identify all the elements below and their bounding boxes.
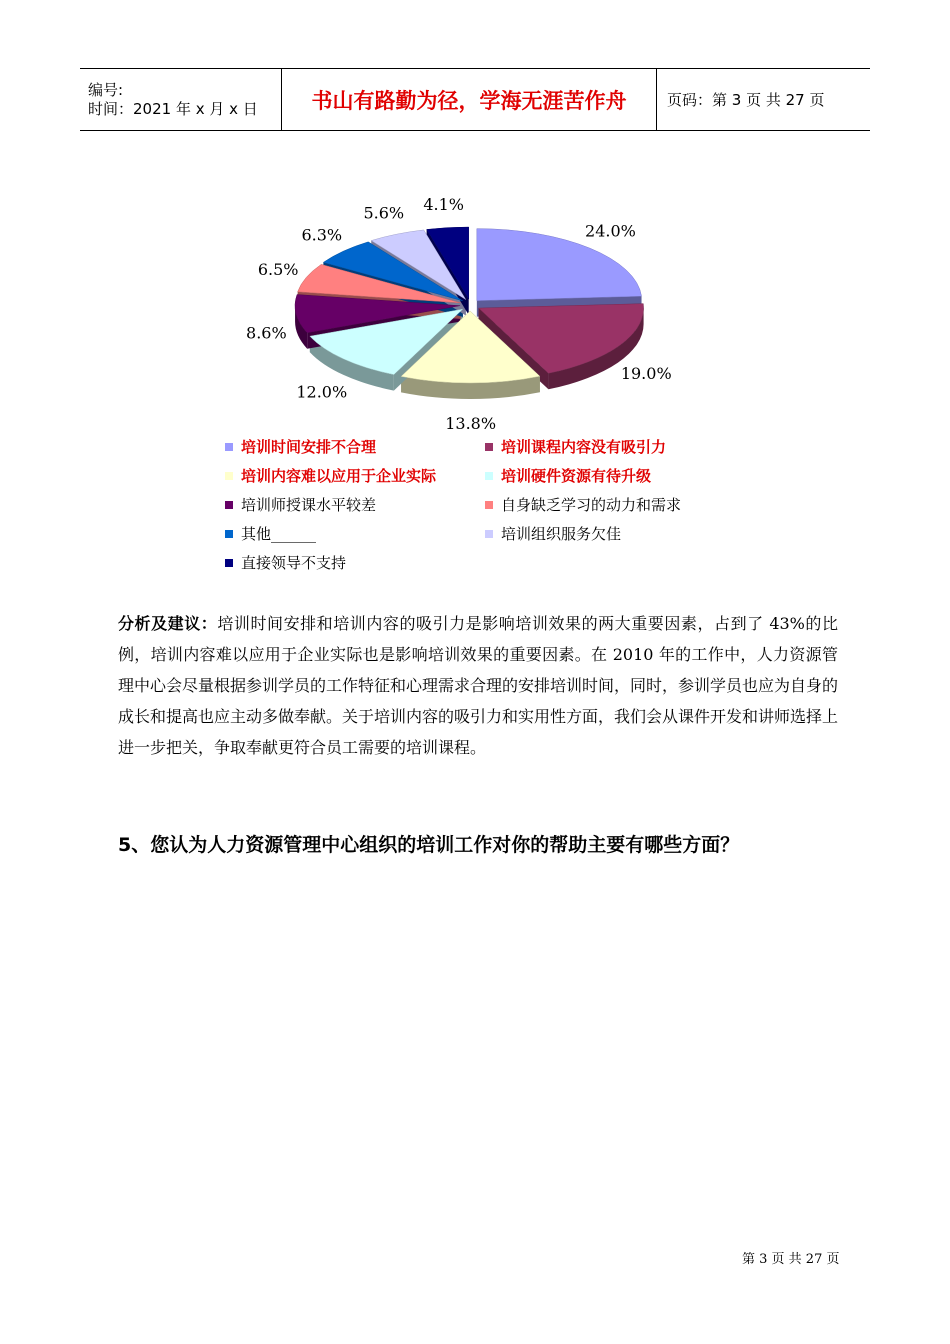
page-header: [80, 68, 870, 131]
legend-item-8: [485, 523, 621, 544]
pie-label-7: 6.3%: [301, 225, 343, 245]
legend-swatch: [225, 530, 233, 538]
legend-label: 培训硬件资源有待升级: [501, 467, 652, 485]
pie-label-9: 4.1%: [423, 194, 464, 214]
legend-swatch: [485, 472, 493, 480]
legend-item-9: [225, 552, 346, 573]
legend-item-2: [485, 436, 666, 457]
pie-label-4: 12.0%: [296, 382, 348, 402]
legend-item-1: [225, 436, 376, 457]
analysis-paragraph: [118, 608, 838, 763]
page-footer: 第 3 页 共 27 页: [742, 1252, 840, 1267]
header-page-number: [657, 69, 870, 130]
pie-label-5: 8.6%: [246, 323, 287, 343]
legend-item-7: [225, 523, 316, 544]
legend-swatch: [485, 443, 493, 451]
pie-chart: [200, 194, 720, 433]
legend-label: 其他______: [241, 525, 317, 543]
legend-item-6: [485, 494, 681, 515]
legend-label: 直接领导不支持: [241, 554, 347, 572]
analysis-text: 培训时间安排和培训内容的吸引力是影响培训效果的两大重要因素，占到了 43%的比例，培训内容难以应用于企业实际也是影响培训效果的重要因素。在 2010 年的工作中，人力资源管理中心会尽量根据参训学员的工作特征和心理需求合理的安排培训时间，同时，参训学员也应为自身的成长和提高也应主动多做奉献。关于培训内容的吸引力和实用性方面，我们会从课件开发和讲师选择上进一步把关，争取奉献更符合员工需要的培训课程。: [118, 614, 839, 757]
legend-swatch: [225, 559, 233, 567]
document-number-label: 编号:: [88, 80, 124, 99]
legend-label: 培训时间安排不合理: [241, 438, 377, 456]
pie-label-1: 24.0%: [585, 221, 636, 241]
legend-item-5: [225, 494, 376, 515]
legend-item-4: [485, 465, 651, 486]
legend-swatch: [225, 501, 233, 509]
legend-swatch: [225, 443, 233, 451]
header-page-label: 页码：第 3 页 共 27 页: [667, 91, 825, 109]
legend-item-3: [225, 465, 436, 486]
legend-swatch: [225, 472, 233, 480]
pie-label-8: 5.6%: [363, 203, 405, 223]
legend-label: 培训组织服务欠佳: [501, 525, 622, 543]
legend-label: 自身缺乏学习的动力和需求: [501, 496, 682, 514]
legend-swatch: [485, 501, 493, 509]
header-motto: [281, 69, 657, 130]
pie-label-6: 6.5%: [257, 260, 299, 280]
header-meta: [80, 69, 281, 130]
legend-label: 培训内容难以应用于企业实际: [241, 467, 437, 485]
legend-label: 培训师授课水平较差: [241, 496, 377, 514]
pie-label-3: 13.8%: [445, 413, 497, 433]
legend-label: 培训课程内容没有吸引力: [501, 438, 667, 456]
pie-label-2: 19.0%: [620, 364, 672, 384]
question-5: 5、您认为人力资源管理中心组织的培训工作对你的帮助主要有哪些方面？: [118, 834, 740, 856]
motto-text: 书山有路勤为径，学海无涯苦作舟: [311, 88, 627, 113]
legend-swatch: [485, 530, 493, 538]
analysis-lead: 分析及建议：: [118, 614, 218, 633]
document-date-label: 时间：2021 年 x 月 x 日: [88, 99, 258, 118]
